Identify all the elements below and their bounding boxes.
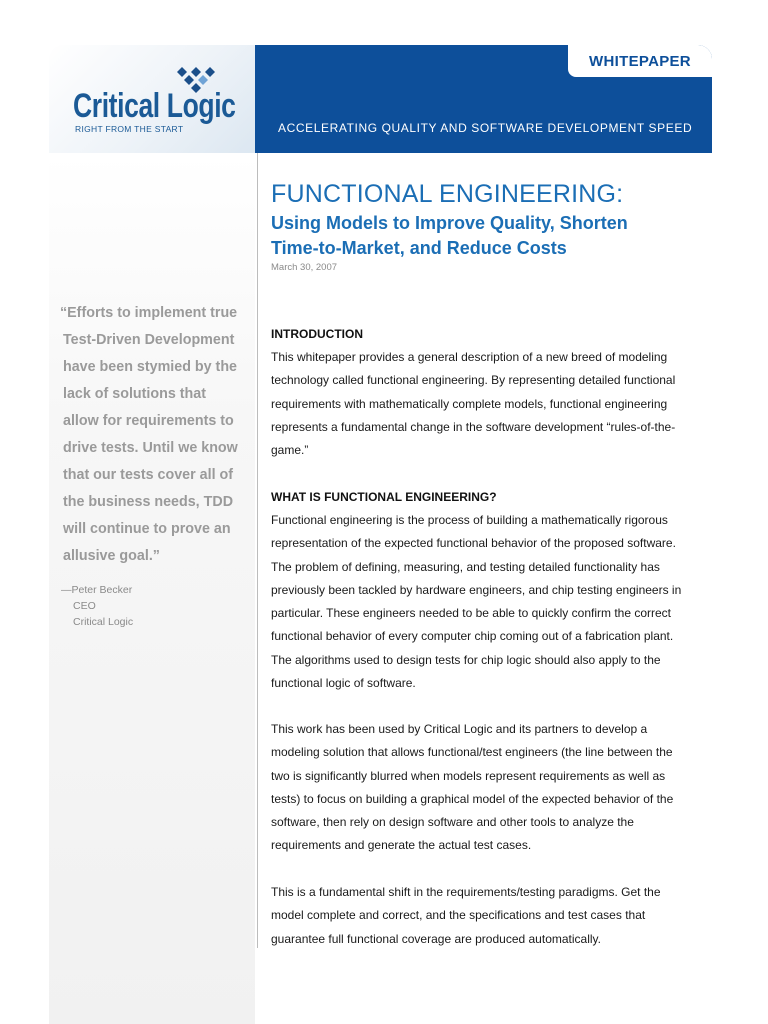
paragraph-line: requirements and generate the actual test cases. (271, 838, 532, 853)
section-heading-introduction: INTRODUCTION (271, 327, 363, 341)
whitepaper-tab: WHITEPAPER (566, 45, 712, 79)
quote-line: drive tests. Until we know (63, 440, 238, 456)
subtitle-line: Using Models to Improve Quality, Shorten (271, 213, 628, 233)
logo-panel (49, 45, 255, 153)
quote-line: lack of solutions that (63, 386, 206, 402)
paragraph-line: The problem of defining, measuring, and testing detailed functionality has (271, 559, 660, 574)
quote-line: have been stymied by the (63, 359, 238, 375)
paragraph (271, 346, 711, 462)
paragraph-line: functional behavior of every computer chip coming out of a fabrication plant. (271, 629, 674, 644)
paragraph-line: This whitepaper provides a general description of a new breed of modeling (271, 350, 668, 364)
document-title: FUNCTIONAL ENGINEERING: (271, 180, 624, 208)
paragraph-line: This work has been used by Critical Logic and its partners to develop a (271, 722, 648, 736)
paragraph (271, 718, 711, 858)
paragraph (271, 509, 711, 695)
document-subtitle (271, 211, 701, 261)
paragraph-line: model complete and correct, and the specifications and test cases that (271, 908, 646, 923)
header-bar (255, 45, 712, 153)
paragraph-line: functional logic of software. (271, 676, 416, 691)
quote-line: Test-Driven Development (63, 332, 235, 348)
paragraph-line: guarantee full functional coverage are produced automatically. (271, 931, 601, 946)
quote-line: will continue to prove an (63, 521, 231, 537)
paragraph (271, 881, 711, 951)
column-divider (257, 153, 258, 948)
paragraph-line: technology called functional engineering. By representing detailed functional (271, 373, 676, 388)
quote-line: that our tests cover all of (63, 467, 234, 483)
paragraph-line: tests) to focus on building a graphical model of the expected behavior of the (271, 791, 674, 806)
paragraph-line: software, then rely on design software and other tools to analyze the (271, 815, 634, 830)
quote-line: allow for requirements to (63, 413, 234, 429)
paragraph-line: requirements with mathematically complete models, functional engineering (271, 396, 668, 411)
paragraph-line: The algorithms used to design tests for chip logic should also apply to the (271, 652, 661, 667)
attribution-company: Critical Logic (73, 616, 134, 628)
paragraph-line: Functional engineering is the process of building a mathematically rigorous (271, 513, 668, 527)
header-subtitle: ACCELERATING QUALITY AND SOFTWARE DEVELOPMENT SPEED (278, 121, 693, 135)
pull-quote (60, 300, 252, 570)
paragraph-line: previously been tackled by hardware engineers, and chip testing engineers in (271, 582, 682, 597)
paragraph-line: particular. These engineers needed to be able to quickly confirm the correct (271, 606, 672, 621)
paragraph-line: representation of the expected functional behavior of the proposed software. (271, 536, 676, 551)
logo-wordmark: Critical Logic (73, 87, 236, 125)
quote-line: allusive goal.” (63, 548, 160, 564)
logo-tagline: RIGHT FROM THE START (75, 124, 184, 134)
section-heading-what-is-fe: WHAT IS FUNCTIONAL ENGINEERING? (271, 490, 497, 504)
quote-line: “Efforts to implement true (60, 305, 238, 321)
document-date: March 30, 2007 (271, 262, 338, 273)
paragraph-line: modeling solution that allows functional/test engineers (the line between the (271, 745, 673, 760)
subtitle-line: Time-to-Market, and Reduce Costs (271, 238, 567, 258)
paragraph-line: represents a fundamental change in the software development “rules-of-the- (271, 419, 676, 434)
paragraph-line: game.” (271, 443, 309, 458)
quote-line: the business needs, TDD (63, 494, 234, 510)
attribution-name: —Peter Becker (61, 584, 133, 596)
paragraph-line: two is significantly blurred when models represent requirements as well as (271, 768, 666, 783)
quote-attribution (61, 582, 133, 630)
paragraph-line: This is a fundamental shift in the requirements/testing paradigms. Get the (271, 885, 661, 899)
attribution-role: CEO (73, 600, 96, 612)
